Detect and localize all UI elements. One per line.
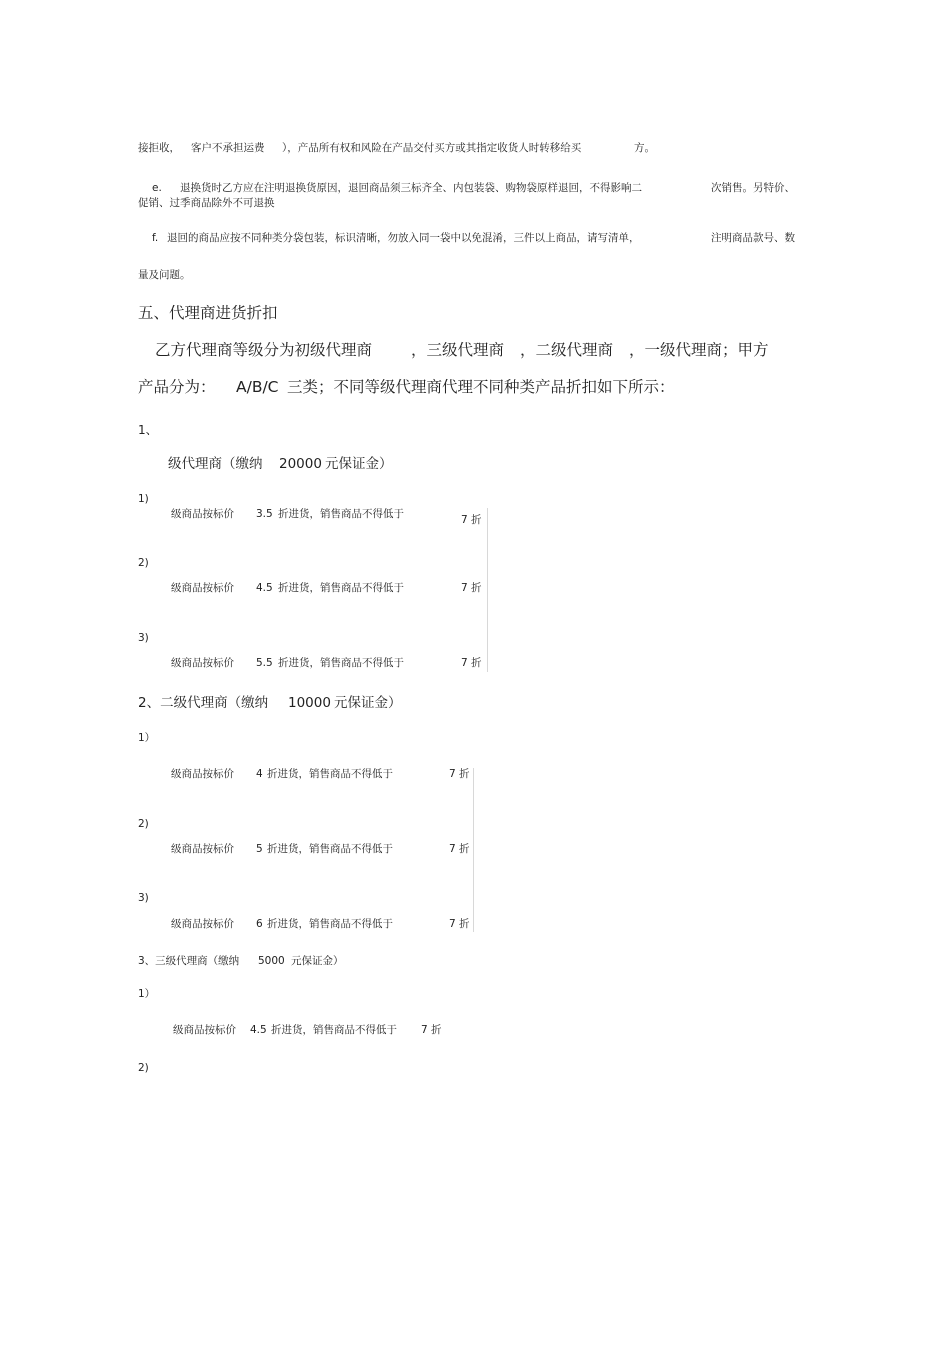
tier3-title-a: 3、三级代理商（缴纳 [138, 955, 240, 967]
tier1-row2-label: 级商品按标价 [171, 582, 234, 594]
terms-line1-b: 客户不承担运费 [191, 142, 265, 154]
intro-part-3: ，二级代理商 [520, 341, 614, 359]
tier2-row1-label: 级商品按标价 [171, 768, 234, 780]
item-f-text-c: 量及问题。 [138, 269, 191, 281]
tier3-row1-min: 7 折 [421, 1024, 442, 1036]
tier2-row3-text: 折进货，销售商品不得低于 [267, 918, 393, 930]
tier2-row2-text: 折进货，销售商品不得低于 [267, 843, 393, 855]
tier1-row2-index: 2) [138, 557, 149, 569]
item-f-marker: f. [152, 232, 159, 244]
terms-line1-a: 接拒收， [138, 142, 180, 154]
tier3-row1-index: 1） [138, 988, 156, 1000]
tier2-title-c: 元保证金） [334, 695, 402, 711]
tier3-title-c: 元保证金） [291, 955, 344, 967]
tier1-row1-index: 1) [138, 493, 149, 505]
tier2-title-a: 2、二级代理商（缴纳 [138, 695, 269, 711]
tier2-row2-min: 7 折 [449, 843, 470, 855]
tier2-row3-min: 7 折 [449, 918, 470, 930]
tier1-title-c: 元保证金） [325, 456, 393, 472]
tier1-title-a: 级代理商（缴纳 [168, 456, 263, 472]
intro-part-2: ，三级代理商 [411, 341, 505, 359]
tier1-number: 1、 [138, 423, 158, 437]
tier1-row3-index: 3) [138, 632, 149, 644]
item-f-text-b: 注明商品款号、数 [711, 232, 795, 244]
tier3-row1-text: 折进货，销售商品不得低于 [271, 1024, 397, 1036]
tier1-row3-text: 折进货，销售商品不得低于 [278, 657, 404, 669]
item-e-marker: e. [152, 182, 162, 194]
tier2-row1-min: 7 折 [449, 768, 470, 780]
tier1-divider [487, 508, 488, 672]
tier3-row1-label: 级商品按标价 [173, 1024, 236, 1036]
intro-part-7: 三类；不同等级代理商代理不同种类产品折扣如下所示： [287, 378, 675, 396]
tier2-row1-index: 1） [138, 732, 156, 744]
item-e-text-c: 促销、过季商品除外不可退换 [138, 197, 275, 209]
section-heading: 五、代理商进货折扣 [138, 304, 278, 322]
tier2-row1-text: 折进货，销售商品不得低于 [267, 768, 393, 780]
terms-line1-d: 方。 [634, 142, 655, 154]
item-e-text-a: 退换货时乙方应在注明退换货原因，退回商品须三标齐全、内包装袋、购物袋原样退回，不得影响二 [180, 182, 642, 194]
tier1-row1-min: 7 折 [461, 514, 482, 526]
tier2-row3-index: 3) [138, 892, 149, 904]
tier2-row1-discount: 4 [256, 768, 263, 780]
intro-part-6: A/B/C [236, 378, 279, 396]
tier1-row2-discount: 4.5 [256, 582, 273, 594]
intro-part-4: ，一级代理商；甲方 [629, 341, 769, 359]
tier1-row1-label: 级商品按标价 [171, 508, 234, 520]
item-e-text-b: 次销售。另特价、 [711, 182, 795, 194]
tier1-row3-min: 7 折 [461, 657, 482, 669]
tier2-title-b: 10000 [288, 695, 331, 711]
item-f-text-a: 退回的商品应按不同种类分袋包装，标识清晰，勿放入同一袋中以免混淆，三件以上商品，请写清单， [167, 232, 640, 244]
tier3-next-index: 2) [138, 1062, 149, 1074]
terms-line1-c: ），产品所有权和风险在产品交付买方或其指定收货人时转移给买 [282, 142, 582, 154]
tier2-row2-index: 2) [138, 818, 149, 830]
tier1-row3-discount: 5.5 [256, 657, 273, 669]
tier1-row1-text: 折进货，销售商品不得低于 [278, 508, 404, 520]
tier1-row2-min: 7 折 [461, 582, 482, 594]
intro-part-5: 产品分为： [138, 378, 216, 396]
tier2-row3-label: 级商品按标价 [171, 918, 234, 930]
tier3-row1-discount: 4.5 [250, 1024, 267, 1036]
tier1-row3-label: 级商品按标价 [171, 657, 234, 669]
intro-part-1: 乙方代理商等级分为初级代理商 [155, 341, 373, 359]
tier1-title-b: 20000 [279, 456, 322, 472]
tier2-row2-label: 级商品按标价 [171, 843, 234, 855]
tier2-row2-discount: 5 [256, 843, 263, 855]
tier1-row2-text: 折进货，销售商品不得低于 [278, 582, 404, 594]
tier1-row1-discount: 3.5 [256, 508, 273, 520]
tier2-row3-discount: 6 [256, 918, 263, 930]
tier2-divider [473, 768, 474, 932]
tier3-title-b: 5000 [258, 955, 285, 967]
